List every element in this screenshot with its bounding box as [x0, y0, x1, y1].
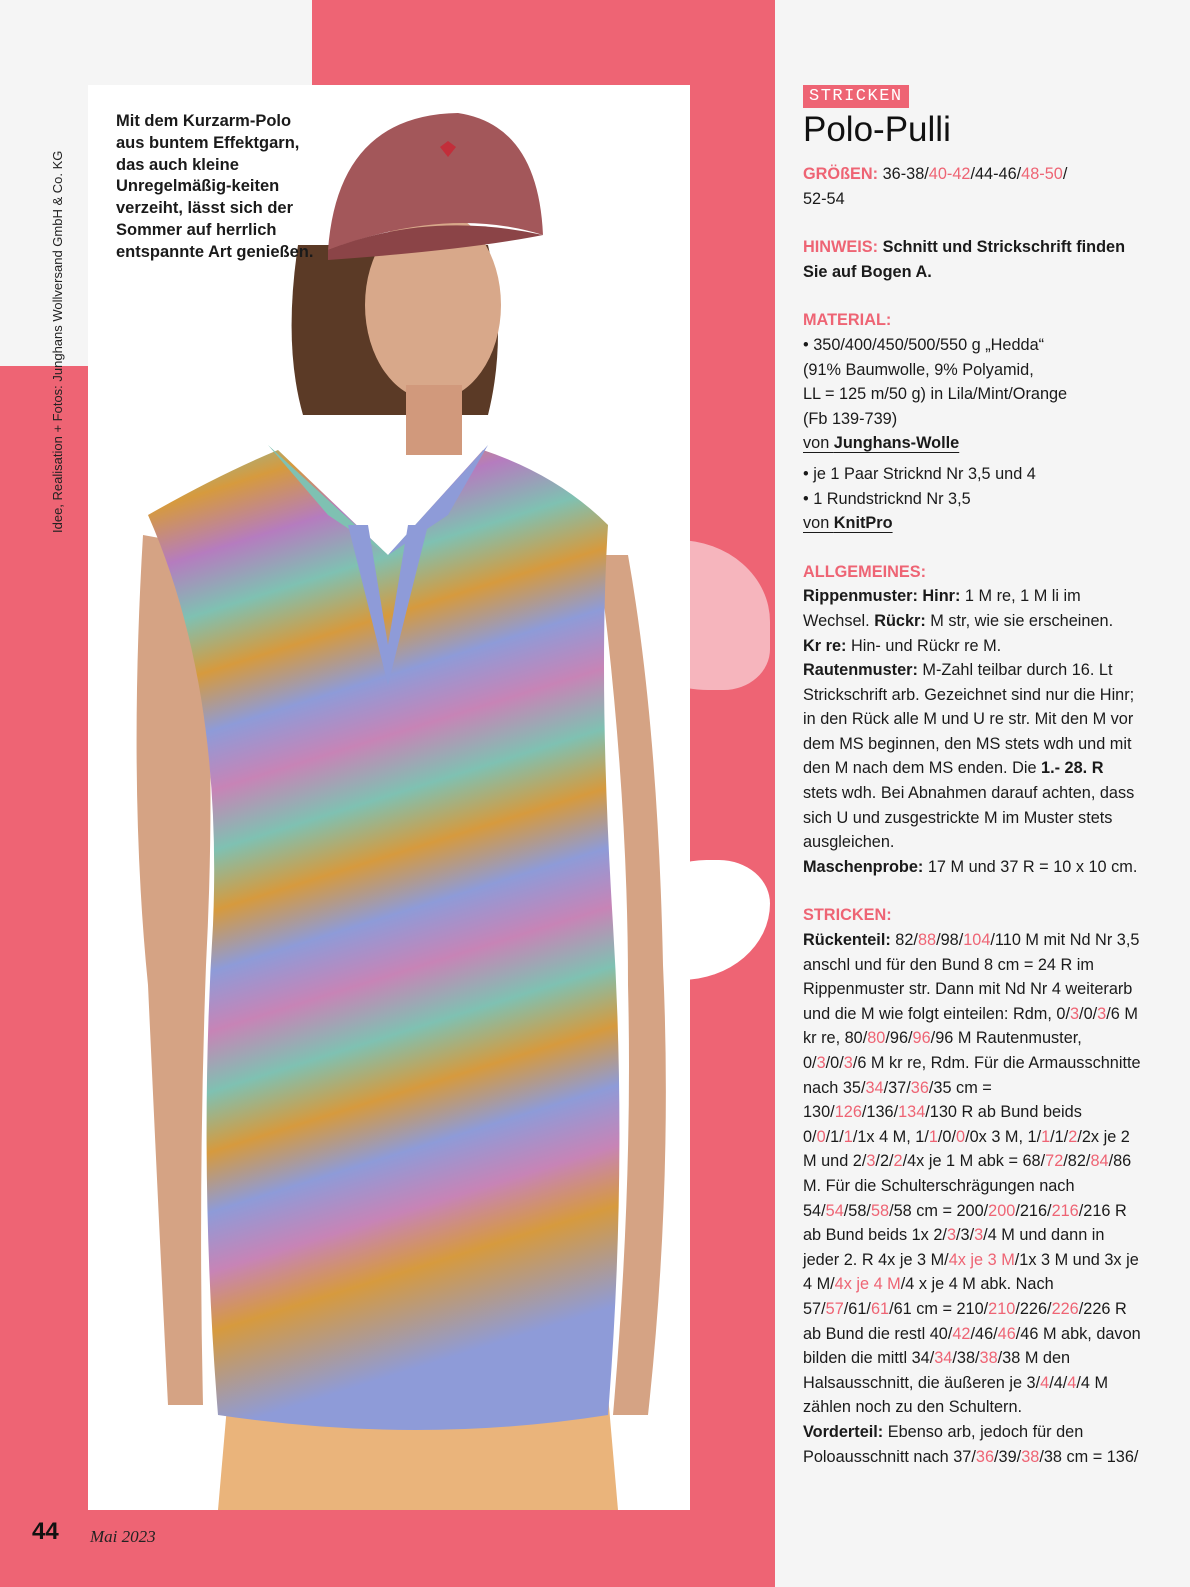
rib-pattern [803, 584, 1141, 633]
size-5: 52-54 [803, 189, 845, 208]
front-piece: Vorderteil: Ebenso arb, jedoch für den Poloausschnitt nach 37/36/39/38/38 cm = 136/ [803, 1422, 1139, 1466]
needles-line-2: • 1 Rundstricknd Nr 3,5 [803, 489, 971, 508]
back-piece: Rückenteil: 82/88/98/104/110 M mit Nd Nr 3,5 anschl und für den Bund 8 cm = 24 R im Rippenmuster str. Dann mit Nd Nr 4 weiterarb und die M wie folgt einteilen: Rdm, 0/3/0/3/6 M kr re, 80/80/96/96/96 M Rautenmuster, 0/3/0/3/6 M kr re, Rdm. Für die Armausschnitte nach 35/34/37/36/35 cm = 130/126/136/134/130 R ab Bund beids 0/0/1/1/1x 4 M, 1/1/0/0/0x 3 M, 1/1/1/2/2x je 2 M und 2/3/2/2/4x je 1 M abk = 68/72/82/84/86 M. Für die Schulterschrägungen nach 54/54/58/58/58 cm = 200/200/216/216/216 R ab Bund beids 1x 2/3/3/3/4 M und dann in jeder 2. R 4x je 3 M/4x je 3 M/1x 3 M und 3x je 4 M/4x je 4 M/4 x je 4 M abk. Nach 57/57/61/61/61 cm = 210/210/226/226/226 R ab Bund die restl 40/42/46/46/46 M abk, davon bilden die mittl 34/34/38/38/38 M den Halsausschnitt, die äußeren je 3/4/4/4/4 M zählen noch zu den Schultern. [803, 931, 1141, 1417]
kr-label: Kr re: [803, 636, 847, 655]
rib-back-label: Rückr: [874, 611, 926, 630]
page-number: 44 [32, 1518, 59, 1545]
note-block [803, 235, 1141, 284]
photo-credit: Idee, Realisation + Fotos: Junghans Wollversand GmbH & Co. KG [50, 150, 65, 533]
kr-text: Hin- und Rückr re M. [846, 636, 1002, 655]
gauge [803, 855, 1141, 880]
category-tag: STRICKEN [803, 85, 909, 108]
yarn-line-4: (Fb 139-739) [803, 409, 898, 428]
pink-block-left [0, 366, 88, 1587]
size-4: 48-50 [1021, 165, 1063, 183]
gauge-label: Maschenprobe: [803, 857, 924, 876]
article-title: Polo-Pulli [803, 110, 951, 149]
pink-block-right [690, 0, 775, 1587]
yarn-brand-prefix: von [803, 434, 834, 453]
diamond-pattern [803, 658, 1141, 855]
needle-brand-prefix: von [803, 514, 834, 533]
pink-block-bottom [0, 1510, 775, 1587]
model-photo [88, 85, 690, 1510]
photo-caption: Mit dem Kurzarm-Polo aus buntem Effektgarn, das auch kleine Unregelmäßig-keiten verzeiht, lässt sich der Sommer auf herrlich entspannte Art genießen. [116, 112, 314, 261]
yarn-line-1: • 350/400/450/500/550 g „Hedda“ [803, 335, 1045, 354]
material-block [803, 308, 1141, 535]
issue-date: Mai 2023 [90, 1527, 156, 1546]
sizes-label: GRÖßEN: [803, 165, 879, 183]
needle-brand: KnitPro [833, 514, 893, 533]
diamond-text-2: stets wdh. Bei Abnahmen darauf achten, dass sich U und zusgestrickte M im Muster stets ausgleichen. [803, 784, 1135, 852]
needle-brand-line [803, 511, 1141, 536]
diamond-text: M-Zahl teilbar durch 16. Lt Strickschrift arb. Gezeichnet sind nur die Hinr; in den Rück alle M und U re str. Mit den M vor dem MS beginnen, den MS stets wdh und mit den M nach dem MS enden. Die [803, 661, 1135, 778]
knitting-label: STRICKEN: [803, 906, 892, 925]
knitting-block [803, 903, 1141, 1469]
yarn-line-3: LL = 125 m/50 g) in Lila/Mint/Orange [803, 385, 1068, 404]
note-label: HINWEIS: [803, 238, 879, 257]
yarn-brand: Junghans-Wolle [833, 434, 960, 453]
yarn-brand-line [803, 431, 1141, 456]
diamond-rows: 1.- 28. R [1041, 759, 1104, 778]
sizes-block: GRÖßEN: 36-38/40-42/44-46/48-50/ 52-54 [803, 165, 1068, 208]
rib-back-text: M str, wie sie erscheinen. [925, 611, 1114, 630]
material-label: MATERIAL: [803, 311, 892, 330]
rib-text: 1 M re, 1 M li im Wechsel. [803, 587, 1081, 630]
yarn-line-2: (91% Baumwolle, 9% Polyamid, [803, 360, 1034, 379]
rib-label: Rippenmuster: Hinr: [803, 587, 961, 606]
size-3: 44-46 [974, 165, 1017, 183]
size-1: 36-38 [882, 165, 925, 183]
general-label: ALLGEMEINES: [803, 562, 927, 581]
size-2: 40-42 [928, 165, 971, 183]
general-block [803, 560, 1141, 880]
pattern-column [803, 83, 1141, 1469]
kr-pattern [803, 634, 1141, 659]
gauge-text: 17 M und 37 R = 10 x 10 cm. [923, 857, 1138, 876]
note-text: Schnitt und Strickschrift finden Sie auf Bogen A. [803, 238, 1126, 281]
model-illustration [88, 85, 690, 1510]
front-label: Vorderteil: [803, 1422, 884, 1441]
diamond-label: Rautenmuster: [803, 661, 918, 680]
needles-line-1: • je 1 Paar Stricknd Nr 3,5 und 4 [803, 464, 1036, 483]
back-label: Rückenteil: [803, 931, 891, 950]
